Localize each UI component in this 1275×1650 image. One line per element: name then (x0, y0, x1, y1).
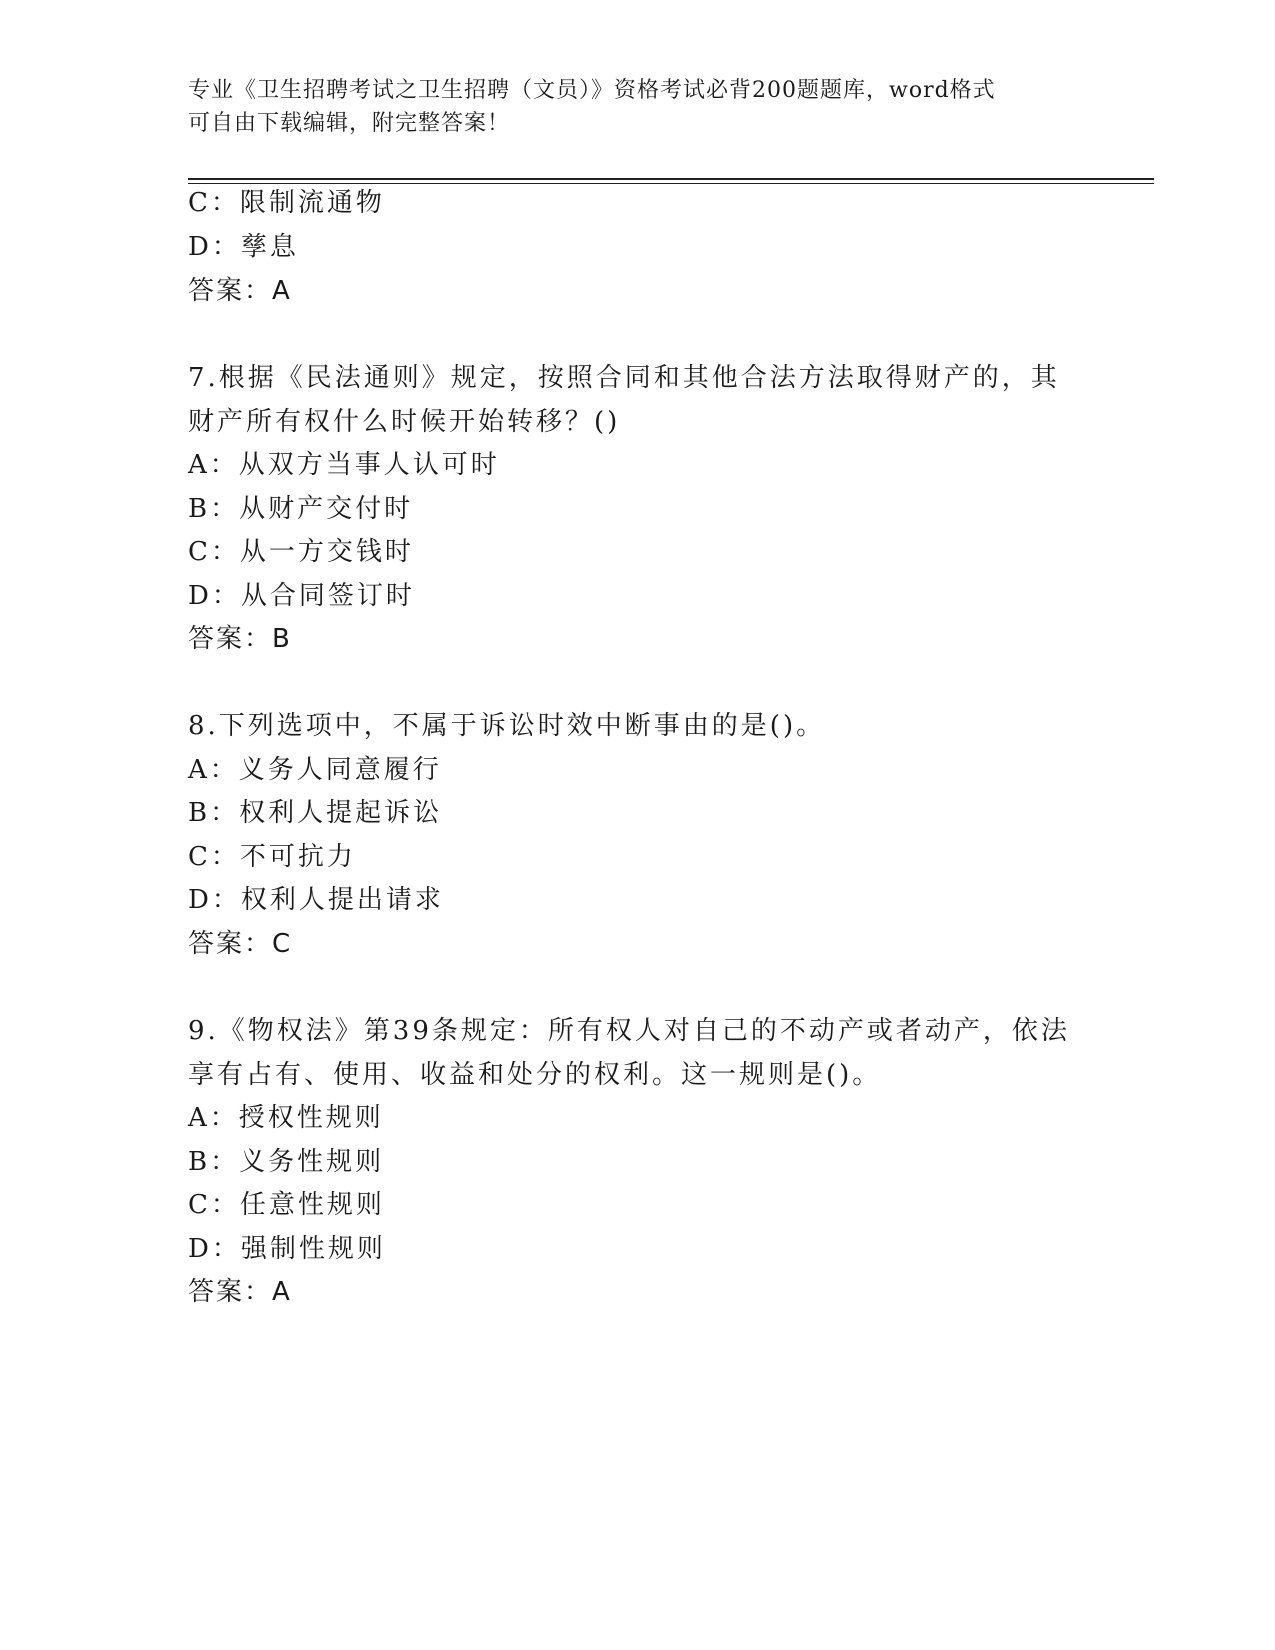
document-header (188, 74, 1088, 140)
q7-option-d: D：从合同签订时 (188, 581, 415, 611)
q7-stem-line-1: 7.根据《民法通则》规定，按照合同和其他合法方法取得财产的，其 (188, 363, 1060, 393)
prev-question-option-c: C：限制流通物 (188, 188, 385, 218)
q7-stem-line-2: 财产所有权什么时候开始转移？() (188, 407, 621, 437)
q8-stem-line-1: 8.下列选项中，不属于诉讼时效中断事由的是()。 (188, 711, 826, 741)
q8-option-d: D：权利人提出请求 (188, 885, 444, 915)
q9-option-b: B：义务性规则 (188, 1147, 385, 1177)
prev-question-option-d: D：孳息 (188, 232, 299, 262)
q9-option-a: A：授权性规则 (188, 1103, 384, 1133)
prev-question-answer: 答案：A (188, 276, 292, 306)
q8-answer: 答案：C (188, 929, 293, 959)
q8-option-b: B：权利人提起诉讼 (188, 798, 443, 828)
q9-option-d: D：强制性规则 (188, 1234, 386, 1264)
q8-option-c: C：不可抗力 (188, 842, 356, 872)
q8-option-a: A：义务人同意履行 (188, 755, 442, 785)
q9-stem-line-1: 9.《物权法》第39条规定：所有权人对自己的不动产或者动产，依法 (188, 1016, 1070, 1046)
q7-option-a: A：从双方当事人认可时 (188, 450, 500, 480)
q9-stem-line-2: 享有占有、使用、收益和处分的权利。这一规则是()。 (188, 1060, 882, 1090)
header-divider-thick (188, 178, 1154, 180)
header-title-line-1: 专业《卫生招聘考试之卫生招聘（文员）》资格考试必背200题题库，word格式 (188, 78, 996, 103)
header-title-line-2: 可自由下载编辑，附完整答案！ (188, 111, 511, 136)
q9-option-c: C：任意性规则 (188, 1190, 385, 1220)
q7-answer: 答案：B (188, 624, 292, 654)
q9-answer: 答案：A (188, 1277, 292, 1307)
q7-option-b: B：从财产交付时 (188, 494, 414, 524)
q7-option-c: C：从一方交钱时 (188, 537, 414, 567)
header-divider-thin (188, 183, 1154, 184)
